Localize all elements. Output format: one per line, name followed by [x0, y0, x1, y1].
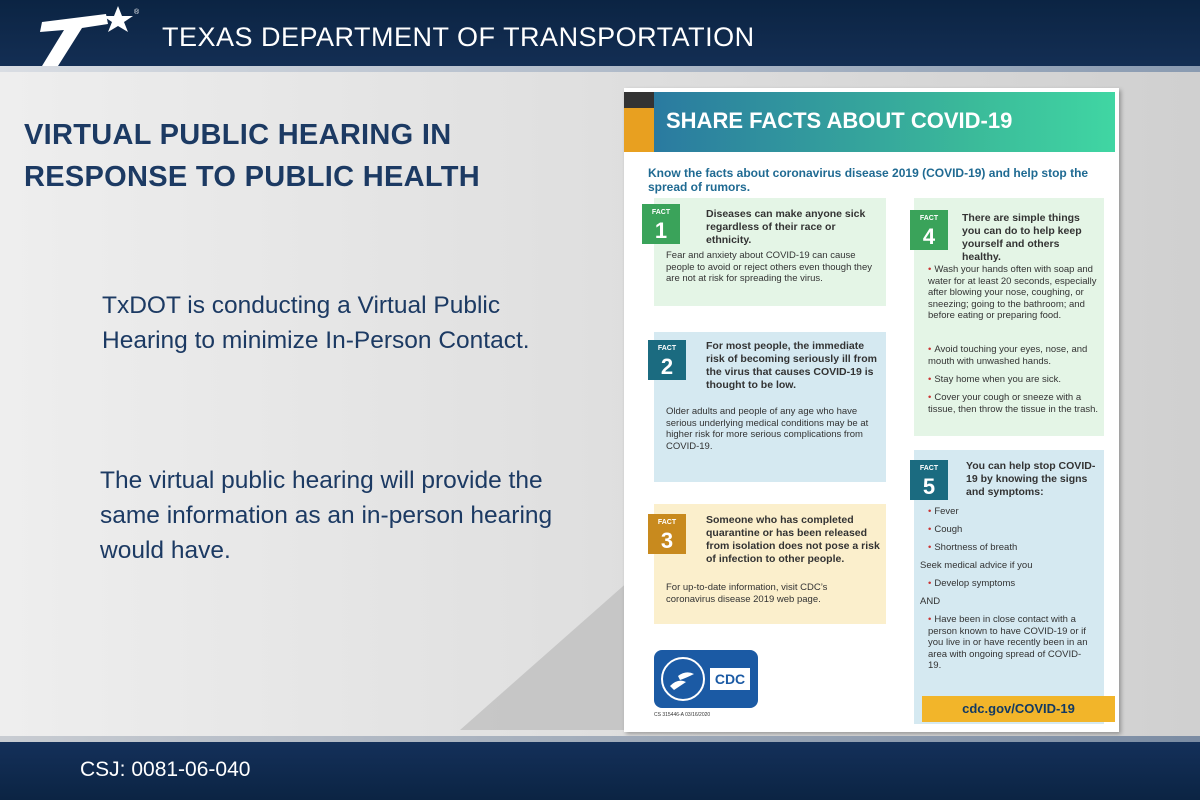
symptom-text: Fever: [934, 506, 959, 517]
poster-headline: SHARE FACTS ABOUT COVID-19: [666, 108, 1013, 133]
bullet-text: Avoid touching your eyes, nose, and mouth with unwashed hands.: [928, 344, 1088, 367]
advice-text: Seek medical advice if you: [920, 560, 1033, 571]
fact-label: FACT: [657, 519, 677, 526]
csj-number: CSJ: 0081-06-040: [80, 758, 251, 781]
fact-lead: Someone who has completed quarantine or has been released from isolation does not pose a risk of infection to other people.: [706, 514, 880, 565]
condition-text: Develop symptoms: [934, 578, 1016, 589]
poster-shadow: [460, 580, 630, 730]
bullet-text: Wash your hands often with soap and water for at least 20 seconds, especially after blowing your nose, coughing, or sneezing; going to the bathroom; and before eating or preparing food.: [928, 264, 1097, 321]
fact-badge-2: [648, 340, 686, 380]
symptom-text: Cough: [934, 524, 963, 535]
header-bar: [0, 0, 1200, 72]
header-title: TEXAS DEPARTMENT OF TRANSPORTATION: [162, 22, 755, 52]
and-text: AND: [920, 596, 941, 607]
paragraph-2: The virtual public hearing will provide the same information as an in-person hearing would have.: [100, 467, 553, 564]
bullet-item: • Cover your cough or sneeze with a tissue, then throw the tissue in the trash.: [928, 392, 1099, 415]
fact-badge-1: [642, 204, 680, 244]
fact-number: 2: [660, 353, 674, 379]
symptom-text: Shortness of breath: [934, 542, 1018, 553]
cdc-logo: [654, 650, 758, 708]
bullet-item: • Avoid touching your eyes, nose, and mouth with unwashed hands.: [928, 344, 1088, 367]
registered-mark: ®: [134, 9, 140, 16]
slide-title: VIRTUAL PUBLIC HEARING IN RESPONSE TO PUBLIC HEALTH: [24, 119, 480, 193]
fact-label: FACT: [919, 465, 939, 472]
fact-label: FACT: [657, 345, 677, 352]
bullet-item: • Wash your hands often with soap and water for at least 20 seconds, especially after blowing your nose, coughing, or sneezing; going to the bathroom; and before eating or preparing food.: [928, 264, 1097, 321]
bullet-text: Stay home when you are sick.: [934, 374, 1062, 385]
fact-lead: There are simple things you can do to help keep yourself and others healthy.: [962, 212, 1082, 263]
bullet-text: Cover your cough or sneeze with a tissue, then throw the tissue in the trash.: [928, 392, 1099, 415]
poster-header: [654, 92, 1115, 152]
fact-number: 5: [922, 473, 936, 499]
symptom-item: • Fever: [928, 506, 959, 517]
cdc-covid-link[interactable]: cdc.gov/COVID-19: [922, 696, 1115, 722]
fact-number: 4: [922, 223, 936, 249]
fact-label: FACT: [651, 209, 671, 216]
paragraph-1: TxDOT is conducting a Virtual Public Hearing to minimize In-Person Contact.: [102, 292, 530, 354]
cdc-logo-text: CDC: [710, 668, 750, 690]
fact-body: For up-to-date information, visit CDC’s coronavirus disease 2019 web page.: [666, 582, 828, 605]
fact-card-4: [914, 198, 1104, 436]
condition-item: • Have been in close contact with a person known to have COVID-19 or if you live in or have recently been in an area with ongoing spread of COVID-19.: [928, 614, 1088, 671]
fact-badge-5: [910, 460, 948, 500]
fact-lead: You can help stop COVID-19 by knowing the signs and symptoms:: [966, 460, 1096, 498]
bullet-item: • Stay home when you are sick.: [928, 374, 1062, 385]
fact-body: Older adults and people of any age who have serious underlying medical conditions may be at higher risk for more serious complications from COVID-19.: [666, 406, 869, 452]
poster-subtitle: Know the facts about coronavirus disease 2019 (COVID-19) and help stop the spread of rumors.: [648, 166, 1089, 194]
condition-item: • Develop symptoms: [928, 578, 1016, 589]
fact-card-2: [654, 332, 886, 482]
poster-accent-orange: [624, 108, 654, 152]
fact-badge-4: [910, 210, 948, 250]
fact-badge-3: [648, 514, 686, 554]
fact-number: 3: [660, 527, 674, 553]
fact-number: 1: [654, 217, 668, 243]
txdot-star-logo: [36, 4, 146, 66]
fact-label: FACT: [919, 215, 939, 222]
fact-card-1: [651, 198, 886, 306]
covid-facts-poster: [624, 88, 1119, 732]
symptom-item: • Shortness of breath: [928, 542, 1018, 553]
fact-body: Fear and anxiety about COVID-19 can cause people to avoid or reject others even though they are not at risk for spreading the virus.: [666, 250, 872, 284]
fact-card-3: [654, 504, 886, 624]
symptom-item: • Cough: [928, 524, 963, 535]
fact-card-5: [914, 450, 1104, 724]
fact-lead: For most people, the immediate risk of becoming seriously ill from the virus that causes COVID-19 is thought to be low.: [706, 340, 877, 391]
hhs-seal-icon: [660, 656, 706, 702]
fact-lead: Diseases can make anyone sick regardless of their race or ethnicity.: [706, 208, 866, 246]
publication-code: CS 315446-A 03/16/2020: [654, 712, 711, 718]
condition-text: Have been in close contact with a person known to have COVID-19 or if you live in or have recently been in an area with ongoing spread of COVID-19.: [928, 614, 1088, 671]
